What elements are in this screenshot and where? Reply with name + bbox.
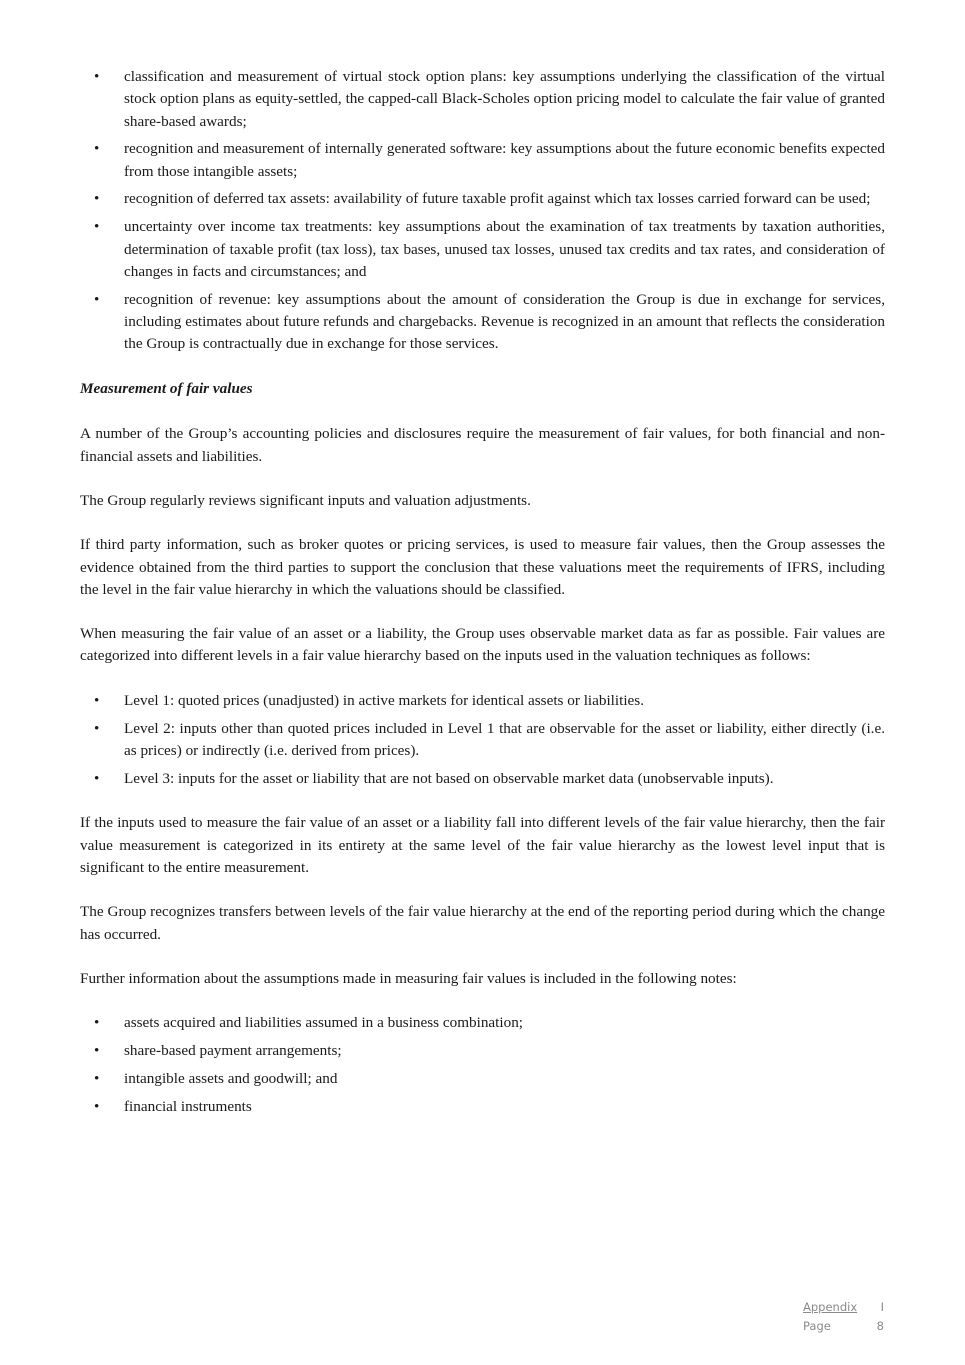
bullet-icon: • [94, 68, 100, 85]
list-item-text: Level 2: inputs other than quoted prices included in Level 1 that are observable for the asset or liability, either directly (i.e. as prices) or indirectly (i.e. derived from prices). [124, 719, 885, 759]
bullet-icon: • [94, 719, 100, 737]
list-item [80, 768, 885, 790]
list-item [80, 1040, 885, 1062]
bullet-icon: • [94, 1042, 100, 1059]
section-heading: Measurement of fair values [80, 380, 253, 398]
footer-appendix-value: I [880, 1300, 884, 1314]
list-item [80, 1068, 885, 1090]
list-item [80, 289, 885, 356]
list-item-text: uncertainty over income tax treatments: key assumptions about the examination of tax treatments by taxation authorities, determination of taxable profit (tax loss), tax bases, unused tax losses, unused tax credits and tax rates, and consideration of changes in facts and circumstances; and [124, 218, 885, 280]
list-item [80, 1012, 885, 1034]
footer-appendix-label: Appendix [803, 1300, 858, 1314]
list-item [80, 690, 885, 712]
list-item-text: intangible assets and goodwill; and [124, 1069, 338, 1087]
footer-page-number: 8 [876, 1319, 884, 1333]
bullet-icon: • [94, 1069, 100, 1087]
list-item [80, 188, 885, 210]
bullet-icon: • [94, 190, 100, 208]
list-item-text: recognition and measurement of internally generated software: key assumptions about the future economic benefits expected from those intangible assets; [124, 140, 885, 180]
notes-list [80, 1012, 885, 1118]
footer-page [803, 1317, 884, 1336]
bullet-icon: • [94, 1014, 100, 1032]
list-item-text: classification and measurement of virtual stock option plans: key assumptions underlying the classification of the virtual stock option plans as equity-settled, the capped-call Black-Scholes option pricing model to calculate the fair value of granted share-based awards; [124, 68, 885, 130]
list-item-text: Level 3: inputs for the asset or liability that are not based on observable market data (unobservable inputs). [124, 769, 774, 787]
list-item [80, 138, 885, 183]
footer-page-label: Page [803, 1319, 831, 1333]
bullet-icon: • [94, 140, 100, 158]
list-item [80, 216, 885, 283]
bullet-icon: • [94, 1097, 100, 1115]
document-body [80, 66, 885, 1123]
paragraph-measuring: When measuring the fair value of an asset or a liability, the Group uses observable market data as far as possible. Fair values are categorized into different levels in a fair value hierarchy based on the inputs used in the valuation techniques as follows: [80, 625, 885, 665]
list-item [80, 66, 885, 133]
bullet-icon: • [94, 218, 100, 236]
paragraph-third-party: If third party information, such as broker quotes or pricing services, is used to measure fair values, then the Group assesses the evidence obtained from the third parties to support the conclusion that these valuations meet the requirements of IFRS, including the level in the fair value hierarchy in which the valuations should be classified. [80, 536, 885, 598]
list-item [80, 1096, 885, 1118]
page-footer [803, 1298, 884, 1336]
list-item-text: Level 1: quoted prices (unadjusted) in active markets for identical assets or liabilities. [124, 691, 645, 709]
list-item-text: assets acquired and liabilities assumed in a business combination; [124, 1014, 524, 1032]
paragraph-transfers: The Group recognizes transfers between levels of the fair value hierarchy at the end of the reporting period during which the change has occurred. [80, 903, 885, 943]
paragraph-further-info: Further information about the assumptions made in measuring fair values is included in the following notes: [80, 969, 737, 987]
list-item [80, 718, 885, 763]
list-item-text: financial instruments [124, 1097, 252, 1115]
hierarchy-levels-list [80, 690, 885, 790]
bullet-icon: • [94, 691, 100, 709]
paragraph-inputs-levels: If the inputs used to measure the fair value of an asset or a liability fall into different levels of the fair value hierarchy, then the fair value measurement is categorized in its entirety at the same level of the fair value hierarchy as the lowest level input that is significant to the entire measurement. [80, 814, 885, 877]
footer-appendix [803, 1298, 884, 1317]
assumptions-list [80, 66, 885, 356]
paragraph-fair-value-intro: A number of the Group’s accounting policies and disclosures require the measurement of fair values, for both financial and non-financial assets and liabilities. [80, 425, 885, 465]
bullet-icon: • [94, 290, 100, 308]
bullet-icon: • [94, 769, 100, 787]
paragraph-reviews: The Group regularly reviews significant inputs and valuation adjustments. [80, 491, 531, 509]
list-item-text: share-based payment arrangements; [124, 1042, 342, 1059]
list-item-text: recognition of deferred tax assets: availability of future taxable profit against which tax losses carried forward can be used; [124, 190, 871, 208]
list-item-text: recognition of revenue: key assumptions about the amount of consideration the Group is due in exchange for services, including estimates about future refunds and chargebacks. Revenue is recognized in an amount that reflects the consideration the Group is contractually due in exchange for those services. [124, 290, 885, 353]
